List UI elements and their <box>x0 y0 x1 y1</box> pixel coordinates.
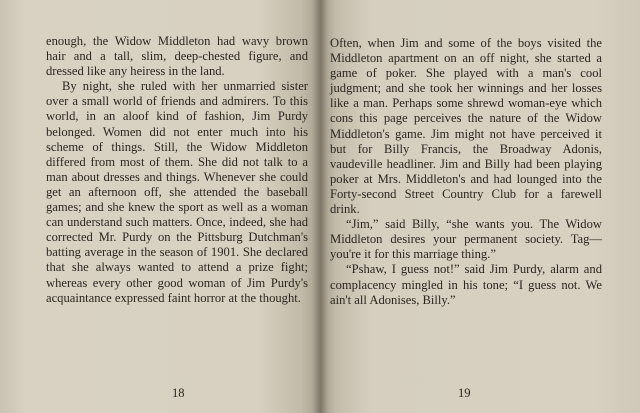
left-page-number: 18 <box>172 385 185 400</box>
right-page-text <box>330 36 602 308</box>
right-paragraph-1: Often, when Jim and some of the boys visited the Middleton apartment on an off night, she started a game of poker. She played with a man's cool judgment; and she took her winnings and her losses like a man. Perhaps some shrewd woman-eye which cons this page perceives the nature of the Widow Middleton's game. Jim might not have perceived it but for Billy Francis, the Broadway Adonis, vaudeville headliner. Jim and Billy had been playing poker at Mrs. Middleton's and had lounged into the Forty-second Street Country Club for a farewell drink. <box>330 36 602 217</box>
right-page-number: 19 <box>458 385 471 400</box>
left-paragraph-2: By night, she ruled with her unmarried sister over a small world of friends and admirers. To this world, in an aloof kind of fashion, Jim Purdy belonged. Women did not enter much into his scheme of things. Still, the Widow Middleton differed from most of them. She did not talk to a man about dresses and things. Whenever she could get an afternoon off, she attended the baseball games; and she knew the sport as well as a woman can understand such matters. Once, indeed, she had corrected Mr. Purdy on the Pittsburg Dutchman's batting average in the season of 1901. She declared that she always wanted to attend a prize fight; whereas every other good woman of Jim Purdy's acquaintance expressed faint horror at the thought. <box>46 79 308 305</box>
right-paragraph-2: “Jim,” said Billy, “she wants you. The Widow Middleton desires your permanent society. Tag—you're it for this marriage thing.” <box>330 217 602 262</box>
right-paragraph-3: “Pshaw, I guess not!” said Jim Purdy, alarm and complacency mingled in his tone; “I guess not. We ain't all Adonises, Billy.” <box>330 262 602 307</box>
right-page <box>320 0 640 413</box>
left-paragraph-1: enough, the Widow Middleton had wavy brown hair and a tall, slim, deep-chested figure, and dressed like any heiress in the land. <box>46 34 308 79</box>
left-page-text <box>46 34 308 306</box>
book-gutter <box>312 0 328 413</box>
